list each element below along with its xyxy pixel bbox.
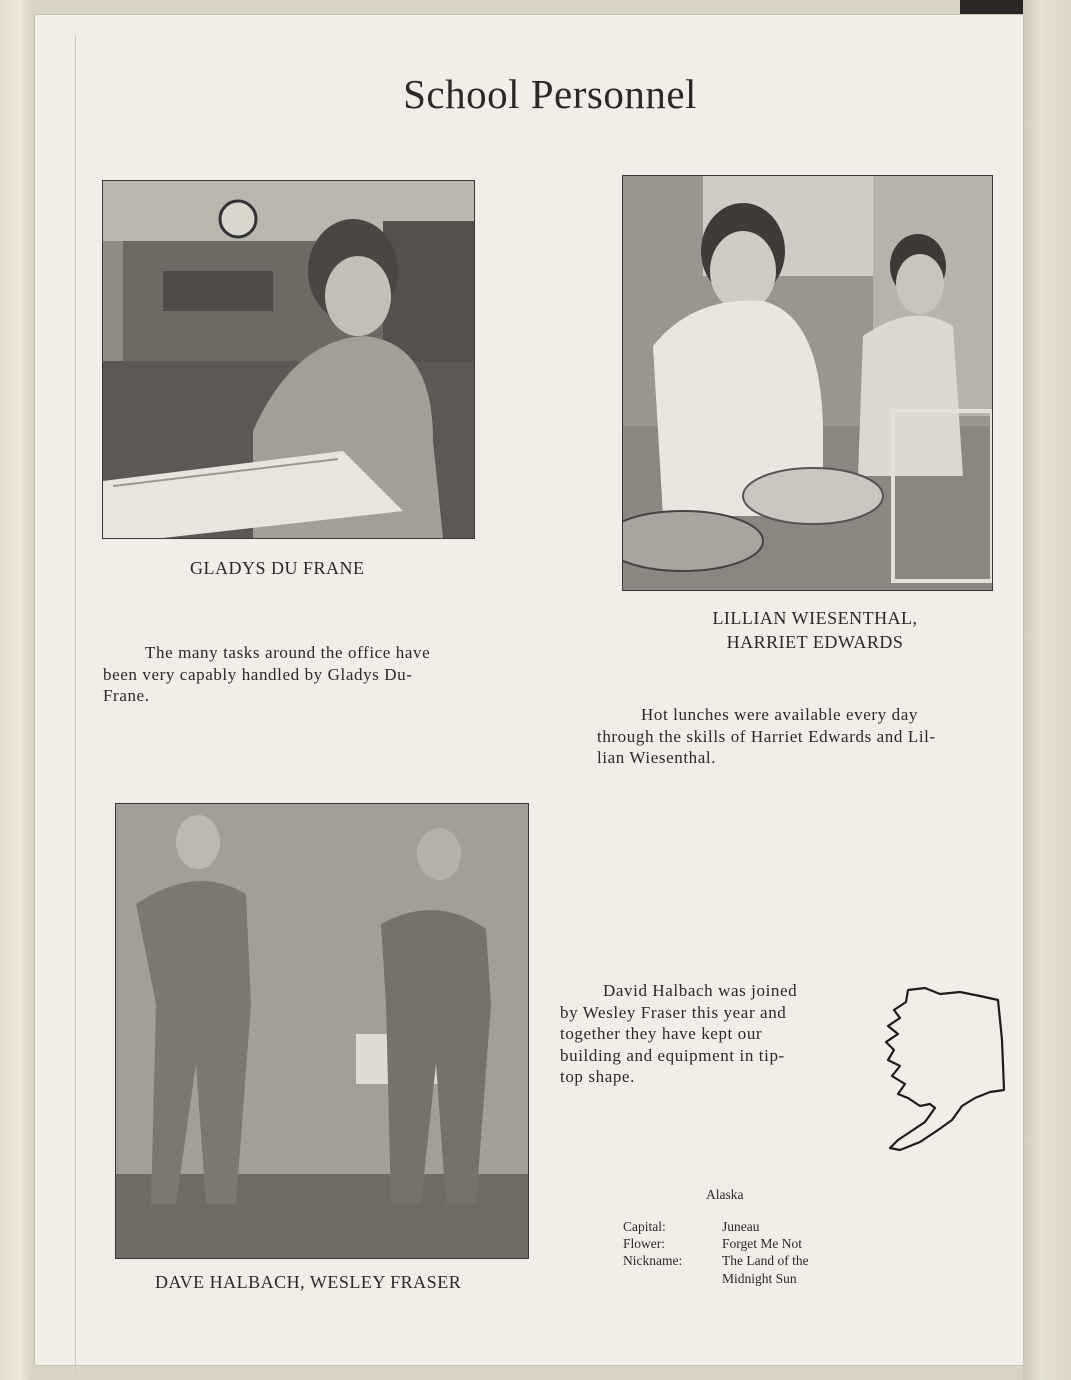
binding-margin	[0, 0, 34, 1380]
state-facts	[623, 1218, 863, 1288]
kitchen-caption	[680, 606, 950, 654]
page-title: School Personnel	[403, 71, 697, 117]
kitchen-caption-line: HARRIET EDWARDS	[726, 632, 904, 652]
kitchen-text	[597, 704, 936, 769]
alaska-map-icon	[880, 980, 1010, 1155]
text-line: building and equipment in tip-	[560, 1045, 785, 1065]
text-line: lian Wiesenthal.	[597, 748, 717, 767]
state-facts-title: Alaska	[706, 1187, 744, 1202]
facts-value: The Land of the Midnight Sun	[722, 1253, 809, 1286]
facts-row-nickname	[623, 1252, 863, 1288]
page-border-line	[75, 35, 76, 1375]
office-photo	[102, 180, 475, 539]
text-line: Frane.	[103, 686, 150, 705]
text-line: together they have kept our	[560, 1024, 763, 1043]
text-line: David Halbach was joined	[603, 981, 798, 1000]
kitchen-caption-line: LILLIAN WIESENTHAL,	[712, 608, 918, 628]
kitchen-photo	[622, 175, 993, 591]
custodians-text	[560, 980, 797, 1088]
text-line: top shape.	[560, 1067, 635, 1086]
custodians-caption: DAVE HALBACH, WESLEY FRASER	[155, 1272, 462, 1292]
office-caption: GLADYS DU FRANE	[190, 558, 365, 578]
facts-row-capital	[623, 1218, 863, 1236]
text-line: Hot lunches were available every day	[641, 705, 918, 724]
facts-label: Flower:	[623, 1236, 665, 1251]
office-text	[103, 642, 430, 707]
text-line: been very capably handled by Gladys Du-	[103, 664, 413, 684]
text-line: The many tasks around the office have	[145, 643, 431, 662]
facts-label: Nickname:	[623, 1253, 683, 1268]
text-line: through the skills of Harriet Edwards and Lil-	[597, 726, 936, 746]
facts-label: Capital:	[623, 1219, 666, 1234]
custodians-photo	[115, 803, 529, 1259]
facts-value: Forget Me Not	[722, 1236, 802, 1251]
page-edge	[1023, 0, 1071, 1380]
facts-row-flower	[623, 1235, 863, 1253]
facts-value: Juneau	[722, 1219, 760, 1234]
text-line: by Wesley Fraser this year and	[560, 1002, 787, 1022]
